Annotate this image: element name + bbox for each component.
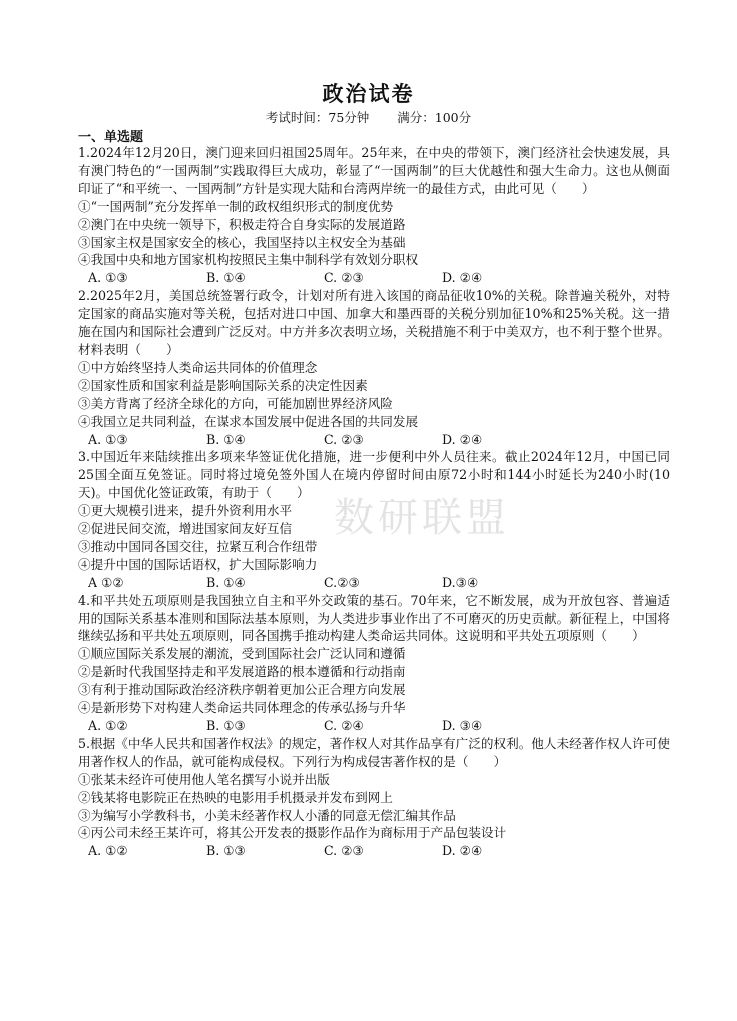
question-5: [78, 735, 670, 860]
exam-time: 考试时间：75分钟: [265, 110, 370, 125]
question-3: [78, 448, 670, 591]
statement-option: ④丙公司未经王某许可，将其公开发表的摄影作品作为商标用于产品包装设计: [78, 825, 507, 841]
answer-choices: [78, 269, 670, 287]
answer-choice: B. ①③: [206, 718, 246, 733]
statement-option: ②澳门在中央统一领导下，积极走符合自身实际的发展道路: [78, 216, 406, 232]
statement-option: ②促进民间交流，增进国家间友好互信: [78, 521, 293, 537]
question-stem: 4.和平共处五项原则是我国独立自主和平外交政策的基石。70年来，它不断发展，成为开放包容、普遍适用的国际关系基本准则和国际法基本原则，为人类进步事业作出了不可磨灭的历史贡献。新征程上，中国将继续弘扬和平共处五项原则，同各国携手推动构建人类命运共同体。这说明和平共处五项原则（ ）: [78, 592, 670, 644]
answer-choice: B. ①④: [206, 431, 246, 447]
statement-option: ①更大规模引进来，提升外资利用水平: [78, 503, 293, 519]
question-stem: 5.根据《中华人民共和国著作权法》的规定，著作权人对其作品享有广泛的权利。他人未经著作权人许可使用著作权人的作品，就可能构成侵权。下列行为构成侵害著作权的是（ ）: [78, 735, 670, 769]
exam-score: 满分：100分: [397, 110, 472, 125]
answer-choice: A ①②: [88, 574, 124, 590]
statement-option: ④提升中国的国际话语权，扩大国际影响力: [78, 556, 318, 572]
answer-choices: [78, 842, 670, 860]
question-stem: 1.2024年12月20日，澳门迎来回归祖国25周年。25年来，在中央的带领下，澳门经济社会快速发展，具有澳门特色的“一国两制”实践取得巨大成功，彰显了“一国两制”的巨大优越性和强大生命力。这也从侧面印证了“和平统一、一国两制”方针是实现大陆和台湾两岸统一的最佳方式，由此可见（ ）: [78, 145, 670, 196]
answer-choice: C. ②③: [324, 843, 364, 859]
statement-option: ①顺应国际关系发展的潮流，受到国际社会广泛认同和遵循: [78, 646, 406, 662]
section-heading: 一、单选题: [78, 130, 144, 145]
answer-choice: C. ②③: [324, 431, 364, 447]
question-2: [78, 287, 670, 448]
statement-option: ④我国中央和地方国家机构按照民主集中制科学有效划分职权: [78, 252, 419, 268]
answer-choices: [78, 717, 670, 735]
statement-option: ①“一国两制”充分发挥单一制的政权组织形式的制度优势: [78, 198, 394, 214]
question-stem: 3.中国近年来陆续推出多项来华签证优化措施，进一步便利中外人员往来。截止2024年12月，中国已同25国全面互免签证。同时将过境免签外国人在境内停留时间由原72小时和144小时延长为240小时(10天)。中国优化签证政策，有助于（ ）: [78, 449, 670, 501]
answer-choice: D. ②④: [442, 431, 483, 447]
answer-choice: A. ①③: [88, 270, 128, 286]
statement-option: ②是新时代我国坚持走和平发展道路的根本遵循和行动指南: [78, 664, 406, 680]
question-1: [78, 144, 670, 287]
statement-option: ④是新形势下对构建人类命运共同体理念的传承弘扬与升华: [78, 700, 406, 716]
answer-choice: C. ②③: [324, 270, 364, 286]
question-stem: 2.2025年2月，美国总统签署行政令，计划对所有进入该国的商品征收10%的关税。除普遍关税外，对特定国家的商品实施对等关税，包括对进口中国、加拿大和墨西哥的关税分别加征10%和25%关税。这一措施在国内和国际社会遭到广泛反对。中方并多次表明立场，关税措施不利于中美双方，也不利于整个世界。材料表明（ ）: [78, 288, 670, 357]
statement-option: ②钱某将电影院正在热映的电影用手机摄录并发布到网上: [78, 789, 393, 805]
statement-option: ③推动中国同各国交往，拉紧互利合作纽带: [78, 538, 318, 554]
answer-choice: B. ①④: [206, 270, 246, 286]
exam-meta: [0, 108, 737, 126]
answer-choices: [78, 431, 670, 449]
statement-option: ③国家主权是国家安全的核心，我国坚持以主权安全为基础: [78, 234, 406, 250]
statement-option: ①中方始终坚持人类命运共同体的价值理念: [78, 359, 318, 375]
answer-choice: A. ①②: [88, 843, 128, 859]
statement-option: ③有利于推动国际政治经济秩序朝着更加公正合理方向发展: [78, 682, 406, 698]
statement-option: ②国家性质和国家利益是影响国际关系的决定性因素: [78, 377, 368, 393]
statement-option: ③为编写小学教科书，小美未经著作权人小潘的同意无偿汇编其作品: [78, 807, 456, 823]
answer-choice: C.②③: [324, 574, 360, 590]
question-list: [78, 144, 670, 860]
page-title: 政治试卷: [322, 81, 415, 106]
answer-choices: [78, 574, 670, 592]
answer-choice: D. ②④: [442, 270, 483, 286]
answer-choice: D. ③④: [442, 718, 483, 733]
statement-option: ③美方背离了经济全球化的方向，可能加剧世界经济风险: [78, 395, 393, 411]
question-4: [78, 592, 670, 735]
answer-choice: A. ①③: [88, 431, 128, 447]
answer-choice: B. ①③: [206, 843, 246, 859]
watermark: 数研联盟: [334, 495, 510, 541]
answer-choice: A. ①②: [88, 718, 128, 733]
statement-option: ④我国立足共同利益，在谋求本国发展中促进各国的共同发展: [78, 413, 419, 429]
statement-option: ①张某未经许可使用他人笔名撰写小说并出版: [78, 771, 330, 787]
answer-choice: D.③④: [442, 574, 479, 590]
answer-choice: C. ②④: [324, 718, 364, 733]
answer-choice: B. ①④: [206, 574, 246, 590]
answer-choice: D. ②④: [442, 843, 483, 859]
